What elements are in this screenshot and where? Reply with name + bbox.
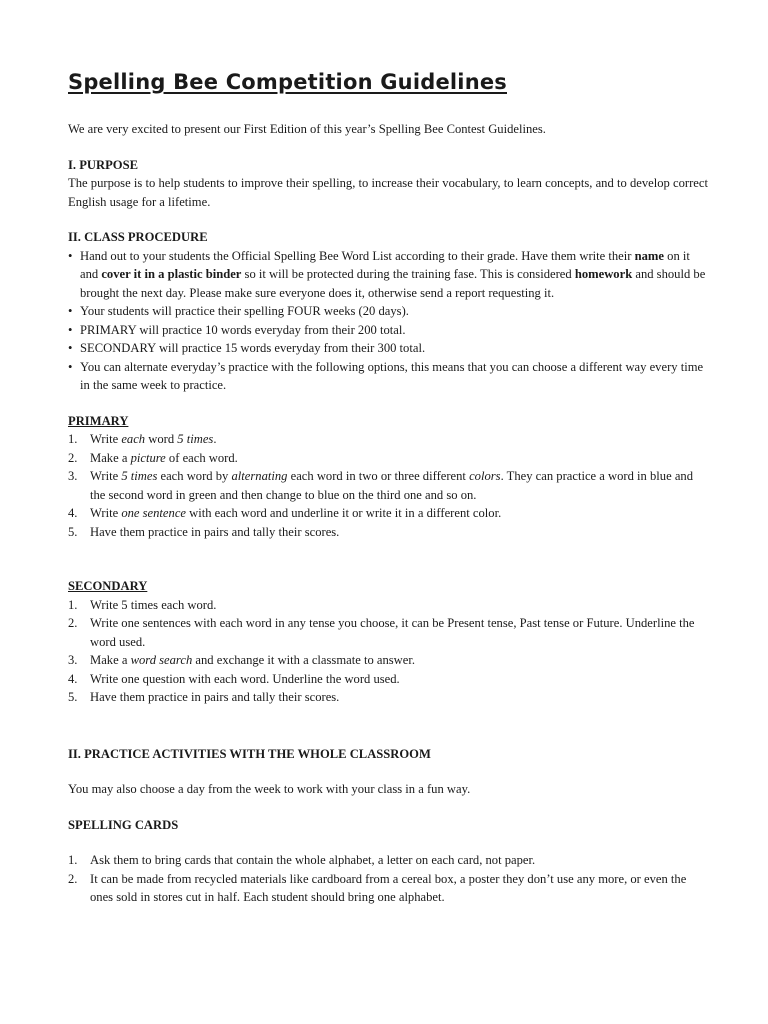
list-item: 2. It can be made from recycled materials like cardboard from a cereal box, a poster they don’t use any more, or even the ones sold in stores cut in half. Each student should bring one alphabet. bbox=[68, 871, 687, 904]
document-page bbox=[68, 70, 708, 907]
primary-list bbox=[68, 430, 708, 541]
primary-section bbox=[68, 412, 708, 542]
list-item: 3. Make a word search and exchange it with a classmate to answer. bbox=[68, 653, 416, 667]
list-item: 2. Make a picture of each word. bbox=[68, 450, 238, 465]
list-item: 5. Have them practice in pairs and tally their scores. bbox=[68, 690, 340, 704]
purpose-text: The purpose is to help students to improve their spelling, to increase their vocabulary, to learn concepts, and to develop correct English usage for a lifetime. bbox=[68, 176, 708, 209]
intro-paragraph: We are very excited to present our First Edition of this year’s Spelling Bee Contest Guidelines. bbox=[68, 122, 546, 136]
bullet-icon: • bbox=[68, 248, 73, 263]
bullet-icon: • bbox=[68, 359, 73, 374]
practice-section bbox=[68, 745, 708, 799]
class-procedure-section bbox=[68, 228, 708, 395]
practice-heading: II. PRACTICE ACTIVITIES WITH THE WHOLE CLASSROOM bbox=[68, 746, 431, 761]
spelling-cards-list bbox=[68, 851, 708, 907]
secondary-section bbox=[68, 577, 708, 707]
bullet-icon: • bbox=[68, 322, 73, 337]
primary-heading: PRIMARY bbox=[68, 413, 129, 428]
secondary-list bbox=[68, 596, 708, 707]
list-item: • You can alternate everyday’s practice with the following options, this means that you can choose a different way every time in the same week to practice. bbox=[68, 359, 704, 392]
list-item: 5. Have them practice in pairs and tally their scores. bbox=[68, 524, 340, 539]
list-item: • Hand out to your students the Official Spelling Bee Word List according to their grade. Have them write their name on it and cover it in a plastic binder so it will be protected during the training fase. This is considered homework and should be brought the next day. Please make sure everyone does it, otherwise send a report requesting it. bbox=[68, 248, 706, 300]
practice-text: You may also choose a day from the week to work with your class in a fun way. bbox=[68, 782, 471, 796]
list-item: 2. Write one sentences with each word in any tense you choose, it can be Present tense, Past tense or Future. Underline the word used. bbox=[68, 616, 695, 649]
bullet-icon: • bbox=[68, 341, 73, 355]
secondary-heading: SECONDARY bbox=[68, 579, 148, 593]
document-title: Spelling Bee Competition Guidelines bbox=[68, 70, 507, 94]
purpose-section bbox=[68, 156, 708, 212]
list-item: • SECONDARY will practice 15 words everyday from their 300 total. bbox=[68, 339, 708, 358]
list-item: 1. Write each word 5 times. bbox=[68, 432, 217, 446]
list-item: • Your students will practice their spelling FOUR weeks (20 days). bbox=[68, 302, 708, 321]
list-item: 3. Write 5 times each word by alternating each word in two or three different colors. They can practice a word in blue and the second word in green and then change to blue on the third one and so on. bbox=[68, 469, 694, 502]
spelling-cards-section bbox=[68, 816, 708, 907]
list-item: 1. Write 5 times each word. bbox=[68, 597, 217, 612]
spelling-cards-heading: SPELLING CARDS bbox=[68, 817, 179, 832]
list-item: 1. Ask them to bring cards that contain the whole alphabet, a letter on each card, not paper. bbox=[68, 853, 536, 867]
purpose-heading: I. PURPOSE bbox=[68, 157, 138, 172]
list-item: • PRIMARY will practice 10 words everyday from their 200 total. bbox=[68, 321, 708, 340]
bullet-icon: • bbox=[68, 304, 73, 318]
list-item: 4. Write one sentence with each word and underline it or write it in a different color. bbox=[68, 506, 502, 520]
class-procedure-list bbox=[68, 247, 708, 395]
list-item: 4. Write one question with each word. Underline the word used. bbox=[68, 671, 400, 686]
class-procedure-heading: II. CLASS PROCEDURE bbox=[68, 230, 208, 244]
